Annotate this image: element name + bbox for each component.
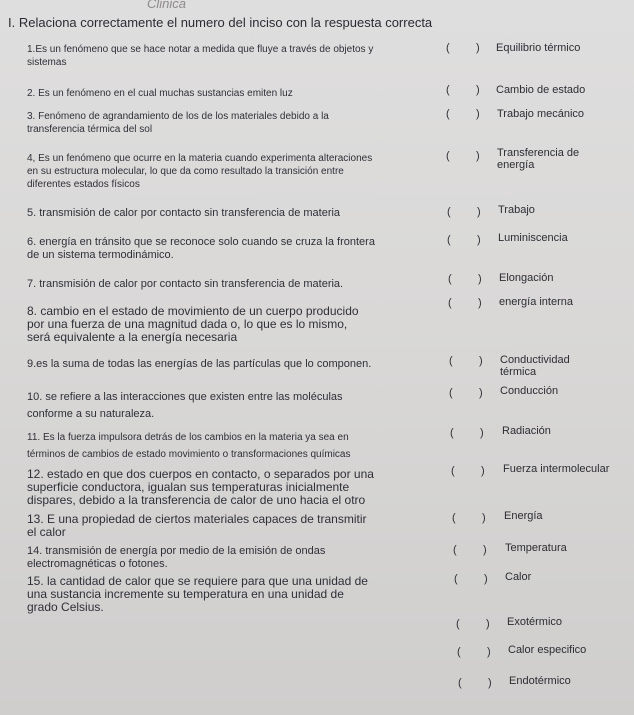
- question-11: [27, 431, 350, 461]
- question-line: términos de cambios de estado movimiento o transformaciones químicas: [27, 449, 351, 460]
- answer-option: Transferencia de energía: [497, 147, 580, 171]
- answer-option: Energía: [504, 510, 543, 522]
- question-line: el calor: [27, 525, 66, 539]
- answer-option: Trabajo: [498, 204, 535, 216]
- question-line: 3. Fenómeno de agrandamiento de los de los materiales debido a la: [27, 111, 329, 122]
- question-line: en su estructura molecular, lo que da como resultado la transición entre: [27, 166, 344, 177]
- question-5: [27, 207, 340, 220]
- instruction: I. Relaciona correctamente el numero del inciso con la respuesta correcta: [8, 15, 433, 30]
- question-line: electromagnéticas o fotones.: [27, 558, 168, 570]
- answer-option: Conductividad térmica: [500, 354, 570, 378]
- answer-option: Calor especifico: [508, 644, 587, 656]
- question-6: [27, 236, 375, 262]
- question-line: 10. se refiere a las interacciones que existen entre las moléculas: [27, 391, 343, 403]
- answer-option: Equilibrio térmico: [496, 42, 581, 54]
- question-line: será equivalente a la energía necesaria: [27, 330, 238, 344]
- answer-option: Conducción: [500, 385, 559, 397]
- handwritten-header: Clinica: [147, 0, 187, 11]
- answer-option: Calor: [505, 571, 532, 583]
- answer-option: Trabajo mecánico: [497, 108, 585, 120]
- question-line: conforme a su naturaleza.: [27, 408, 155, 420]
- question-line: de un sistema termodinámico.: [27, 249, 174, 261]
- question-line: 7. transmisión de calor por contacto sin transferencia de materia.: [27, 278, 344, 290]
- question-line: 8. cambio en el estado de movimiento de un cuerpo producido: [27, 304, 359, 318]
- question-line: 11. Es la fuerza impulsora detrás de los cambios en la materia ya sea en: [27, 432, 349, 443]
- question-line: superficie conductora, igualan sus temperaturas inicialmente: [27, 480, 350, 494]
- question-9: [27, 358, 371, 371]
- question-15: [27, 575, 368, 614]
- question-4: [27, 152, 372, 191]
- question-2: [27, 87, 293, 100]
- question-line: 12. estado en que dos cuerpos en contacto, o separados por una: [27, 467, 374, 481]
- answer-option: Endotérmico: [509, 675, 571, 687]
- answer-option: Fuerza intermolecular: [503, 463, 610, 475]
- question-14: [27, 545, 325, 571]
- question-line: 15. la cantidad de calor que se requiere para que una unidad de: [27, 574, 368, 588]
- question-line: 5. transmisión de calor por contacto sin transferencia de materia: [27, 207, 341, 219]
- question-10: [27, 391, 343, 421]
- question-line: transferencia térmica del sol: [27, 124, 153, 135]
- question-12: [27, 468, 374, 507]
- answer-option: Radiación: [502, 425, 551, 437]
- answer-option: Luminiscencia: [498, 232, 568, 244]
- question-8: [27, 305, 359, 344]
- question-line: por una fuerza de una magnitud dada o, lo que es lo mismo,: [27, 317, 348, 331]
- answer-option: Elongación: [499, 272, 554, 284]
- question-line: grado Celsius.: [27, 600, 104, 614]
- question-7: [27, 278, 343, 291]
- question-line: diferentes estados físicos: [27, 179, 140, 190]
- question-line: 9.es la suma de todas las energías de las partículas que lo componen.: [27, 358, 372, 370]
- answer-option: Cambio de estado: [496, 84, 586, 96]
- question-line: dispares, debido a la transferencia de calor de uno hacia el otro: [27, 493, 366, 507]
- question-1: [27, 43, 373, 69]
- answer-option: Temperatura: [505, 542, 567, 554]
- question-3: [27, 110, 329, 136]
- question-line: 6. energía en tránsito que se reconoce solo cuando se cruza la frontera: [27, 236, 375, 248]
- question-line: 2. Es un fenómeno en el cual muchas sustancias emiten luz: [27, 88, 293, 99]
- answer-option: Exotérmico: [507, 616, 563, 628]
- answer-option: energía interna: [499, 296, 573, 308]
- question-13: [27, 513, 367, 539]
- question-line: 14. transmisión de energía por medio de la emisión de ondas: [27, 545, 326, 557]
- question-line: 1.Es un fenómeno que se hace notar a medida que fluye a través de objetos y: [27, 44, 374, 55]
- question-line: 13. E una propiedad de ciertos materiales capaces de transmitir: [27, 512, 367, 526]
- question-line: sistemas: [27, 57, 67, 68]
- question-line: 4, Es un fenómeno que ocurre en la materia cuando experimenta alteraciones: [27, 153, 373, 164]
- question-line: una sustancia incremente su temperatura en una unidad de: [27, 587, 344, 601]
